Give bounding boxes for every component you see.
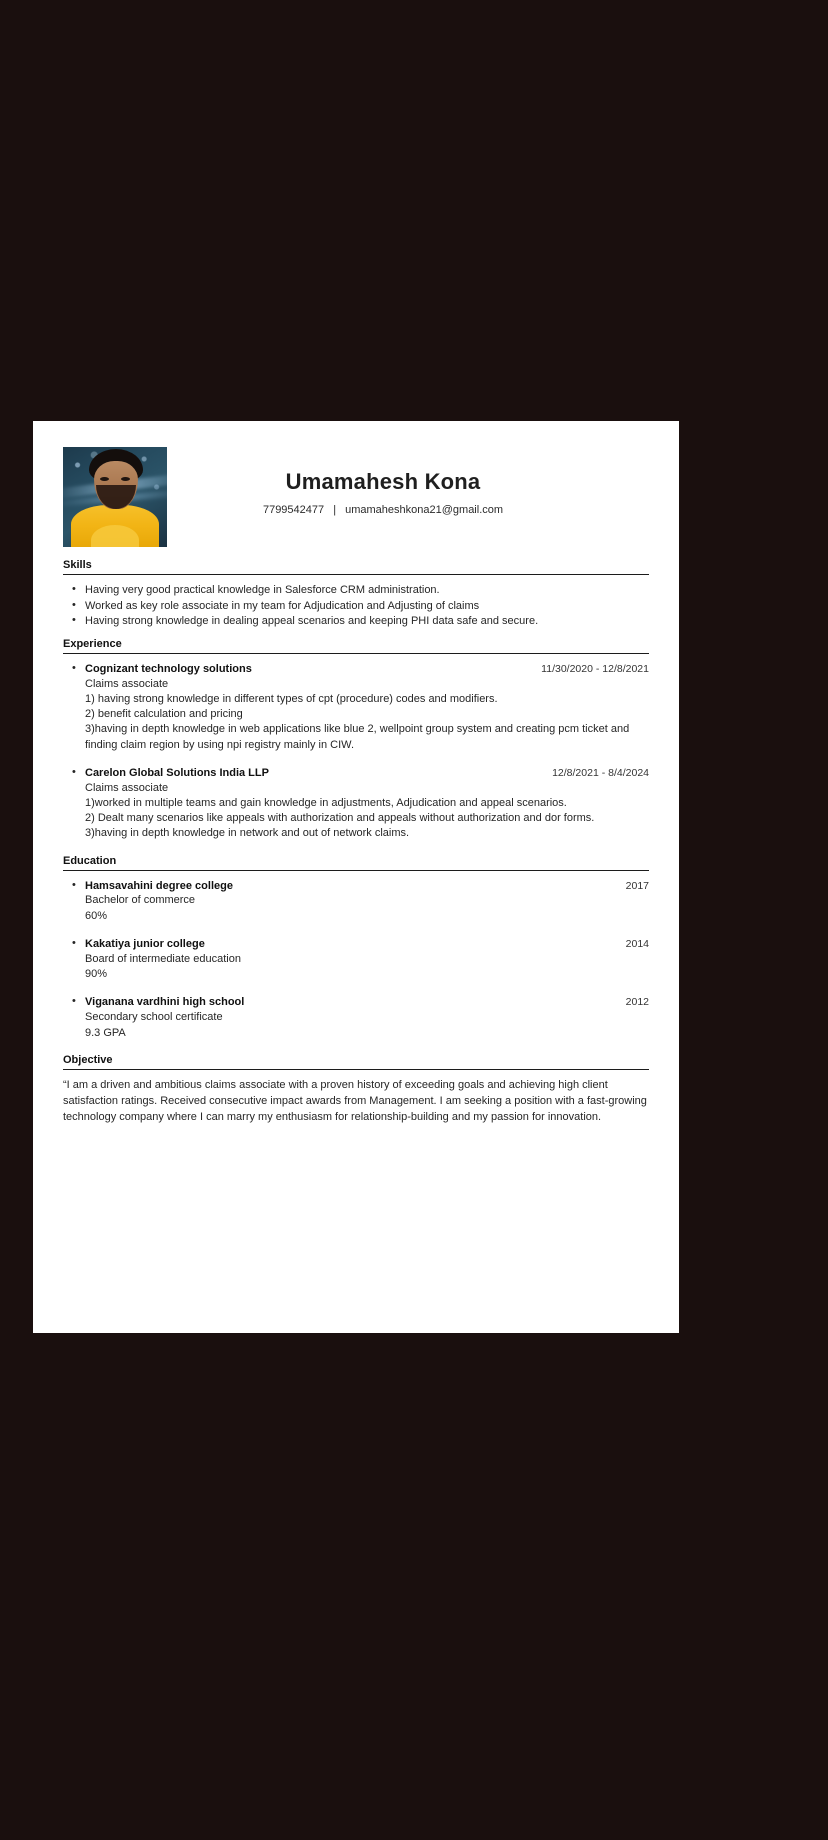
page-title: Umamahesh Kona <box>285 469 481 494</box>
responsibility-line: 1)worked in multiple teams and gain knowledge in adjustments, Adjudication and appeal scenarios. <box>85 796 567 809</box>
job-title: Claims associate <box>85 677 169 690</box>
education-entry <box>63 995 649 1040</box>
education-list <box>63 879 649 1041</box>
score-value: 60% <box>85 909 108 922</box>
entry-header <box>85 937 649 952</box>
email-address: umamaheshkona21@gmail.com <box>345 504 504 517</box>
list-item: • Having very good practical knowledge in Salesforce CRM administration. <box>63 583 649 599</box>
score-value: 9.3 GPA <box>85 1026 126 1039</box>
responsibility-line: 2) Dealt many scenarios like appeals with authorization and appeals without authorization and dor forms. <box>85 812 595 825</box>
score-value: 90% <box>85 968 108 981</box>
phone-number: 7799542477 <box>262 504 325 517</box>
contact-line <box>167 504 599 516</box>
entry-header <box>85 662 649 677</box>
institution-name: • Hamsavahini degree college <box>85 879 233 892</box>
section-divider-skills <box>63 574 649 575</box>
employment-dates: 12/8/2021 - 8/4/2024 <box>552 766 649 779</box>
list-item: • Having strong knowledge in dealing appeal scenarios and keeping PHI data safe and secure. <box>63 614 649 630</box>
experience-entry <box>63 662 649 753</box>
graduation-year: 2012 <box>625 996 649 1009</box>
degree-name: Board of intermediate education <box>85 952 241 965</box>
profile-photo <box>63 447 167 547</box>
section-divider-objective <box>63 1069 649 1070</box>
education-entry <box>63 937 649 982</box>
section-education <box>63 855 649 1041</box>
entry-header <box>85 995 649 1010</box>
list-item: • Worked as key role associate in my team for Adjudication and Adjusting of claims <box>63 599 649 615</box>
section-skills <box>63 559 649 630</box>
education-entry <box>63 879 649 924</box>
degree-name: Secondary school certificate <box>85 1011 223 1024</box>
skills-list <box>63 583 649 630</box>
institution-name: • Viganana vardhini high school <box>85 996 245 1009</box>
entry-header <box>85 766 649 781</box>
responsibility-line: 3)having in depth knowledge in web applications like blue 2, wellpoint group system and creating pcm ticket and finding claim region by using npi registry mainly in CIW. <box>85 723 630 751</box>
section-title-skills: Skills <box>63 559 92 571</box>
section-title-experience: Experience <box>63 637 122 650</box>
experience-list <box>63 662 649 842</box>
photo-eye-left <box>100 477 109 481</box>
section-divider-education <box>63 870 649 871</box>
section-experience <box>63 638 649 842</box>
experience-entry <box>63 766 649 842</box>
institution-name: • Kakatiya junior college <box>85 937 205 950</box>
section-title-objective: Objective <box>63 1053 113 1066</box>
graduation-year: 2014 <box>625 937 649 950</box>
responsibility-line: 1) having strong knowledge in different types of cpt (procedure) codes and modifiers. <box>85 693 498 706</box>
section-objective <box>63 1054 649 1126</box>
degree-name: Bachelor of commerce <box>85 894 196 907</box>
graduation-year: 2017 <box>625 879 649 892</box>
section-title-education: Education <box>63 854 117 867</box>
job-title: Claims associate <box>85 781 169 794</box>
employer-name: • Cognizant technology solutions <box>85 662 252 675</box>
section-divider-experience <box>63 653 649 654</box>
responsibility-line: 3)having in depth knowledge in network and out of network claims. <box>85 827 410 840</box>
contact-separator: | <box>333 504 337 517</box>
avatar <box>63 447 167 547</box>
responsibility-line: 2) benefit calculation and pricing <box>85 708 243 721</box>
resume-header <box>63 447 649 551</box>
objective-text: “I am a driven and ambitious claims associate with a proven history of exceeding goals and achieving high client satisfaction ratings. Received consecutive impact awards from Management. I am seeking a position with a fast-growing technology company where I can marry my enthusiasm for relationship-building and my passion for innovation. <box>63 1078 647 1123</box>
photo-eye-right <box>121 477 130 481</box>
employment-dates: 11/30/2020 - 12/8/2021 <box>541 662 649 675</box>
entry-header <box>85 879 649 894</box>
resume-page <box>33 421 679 1333</box>
employer-name: • Carelon Global Solutions India LLP <box>85 766 269 779</box>
header-text-block <box>167 447 649 516</box>
